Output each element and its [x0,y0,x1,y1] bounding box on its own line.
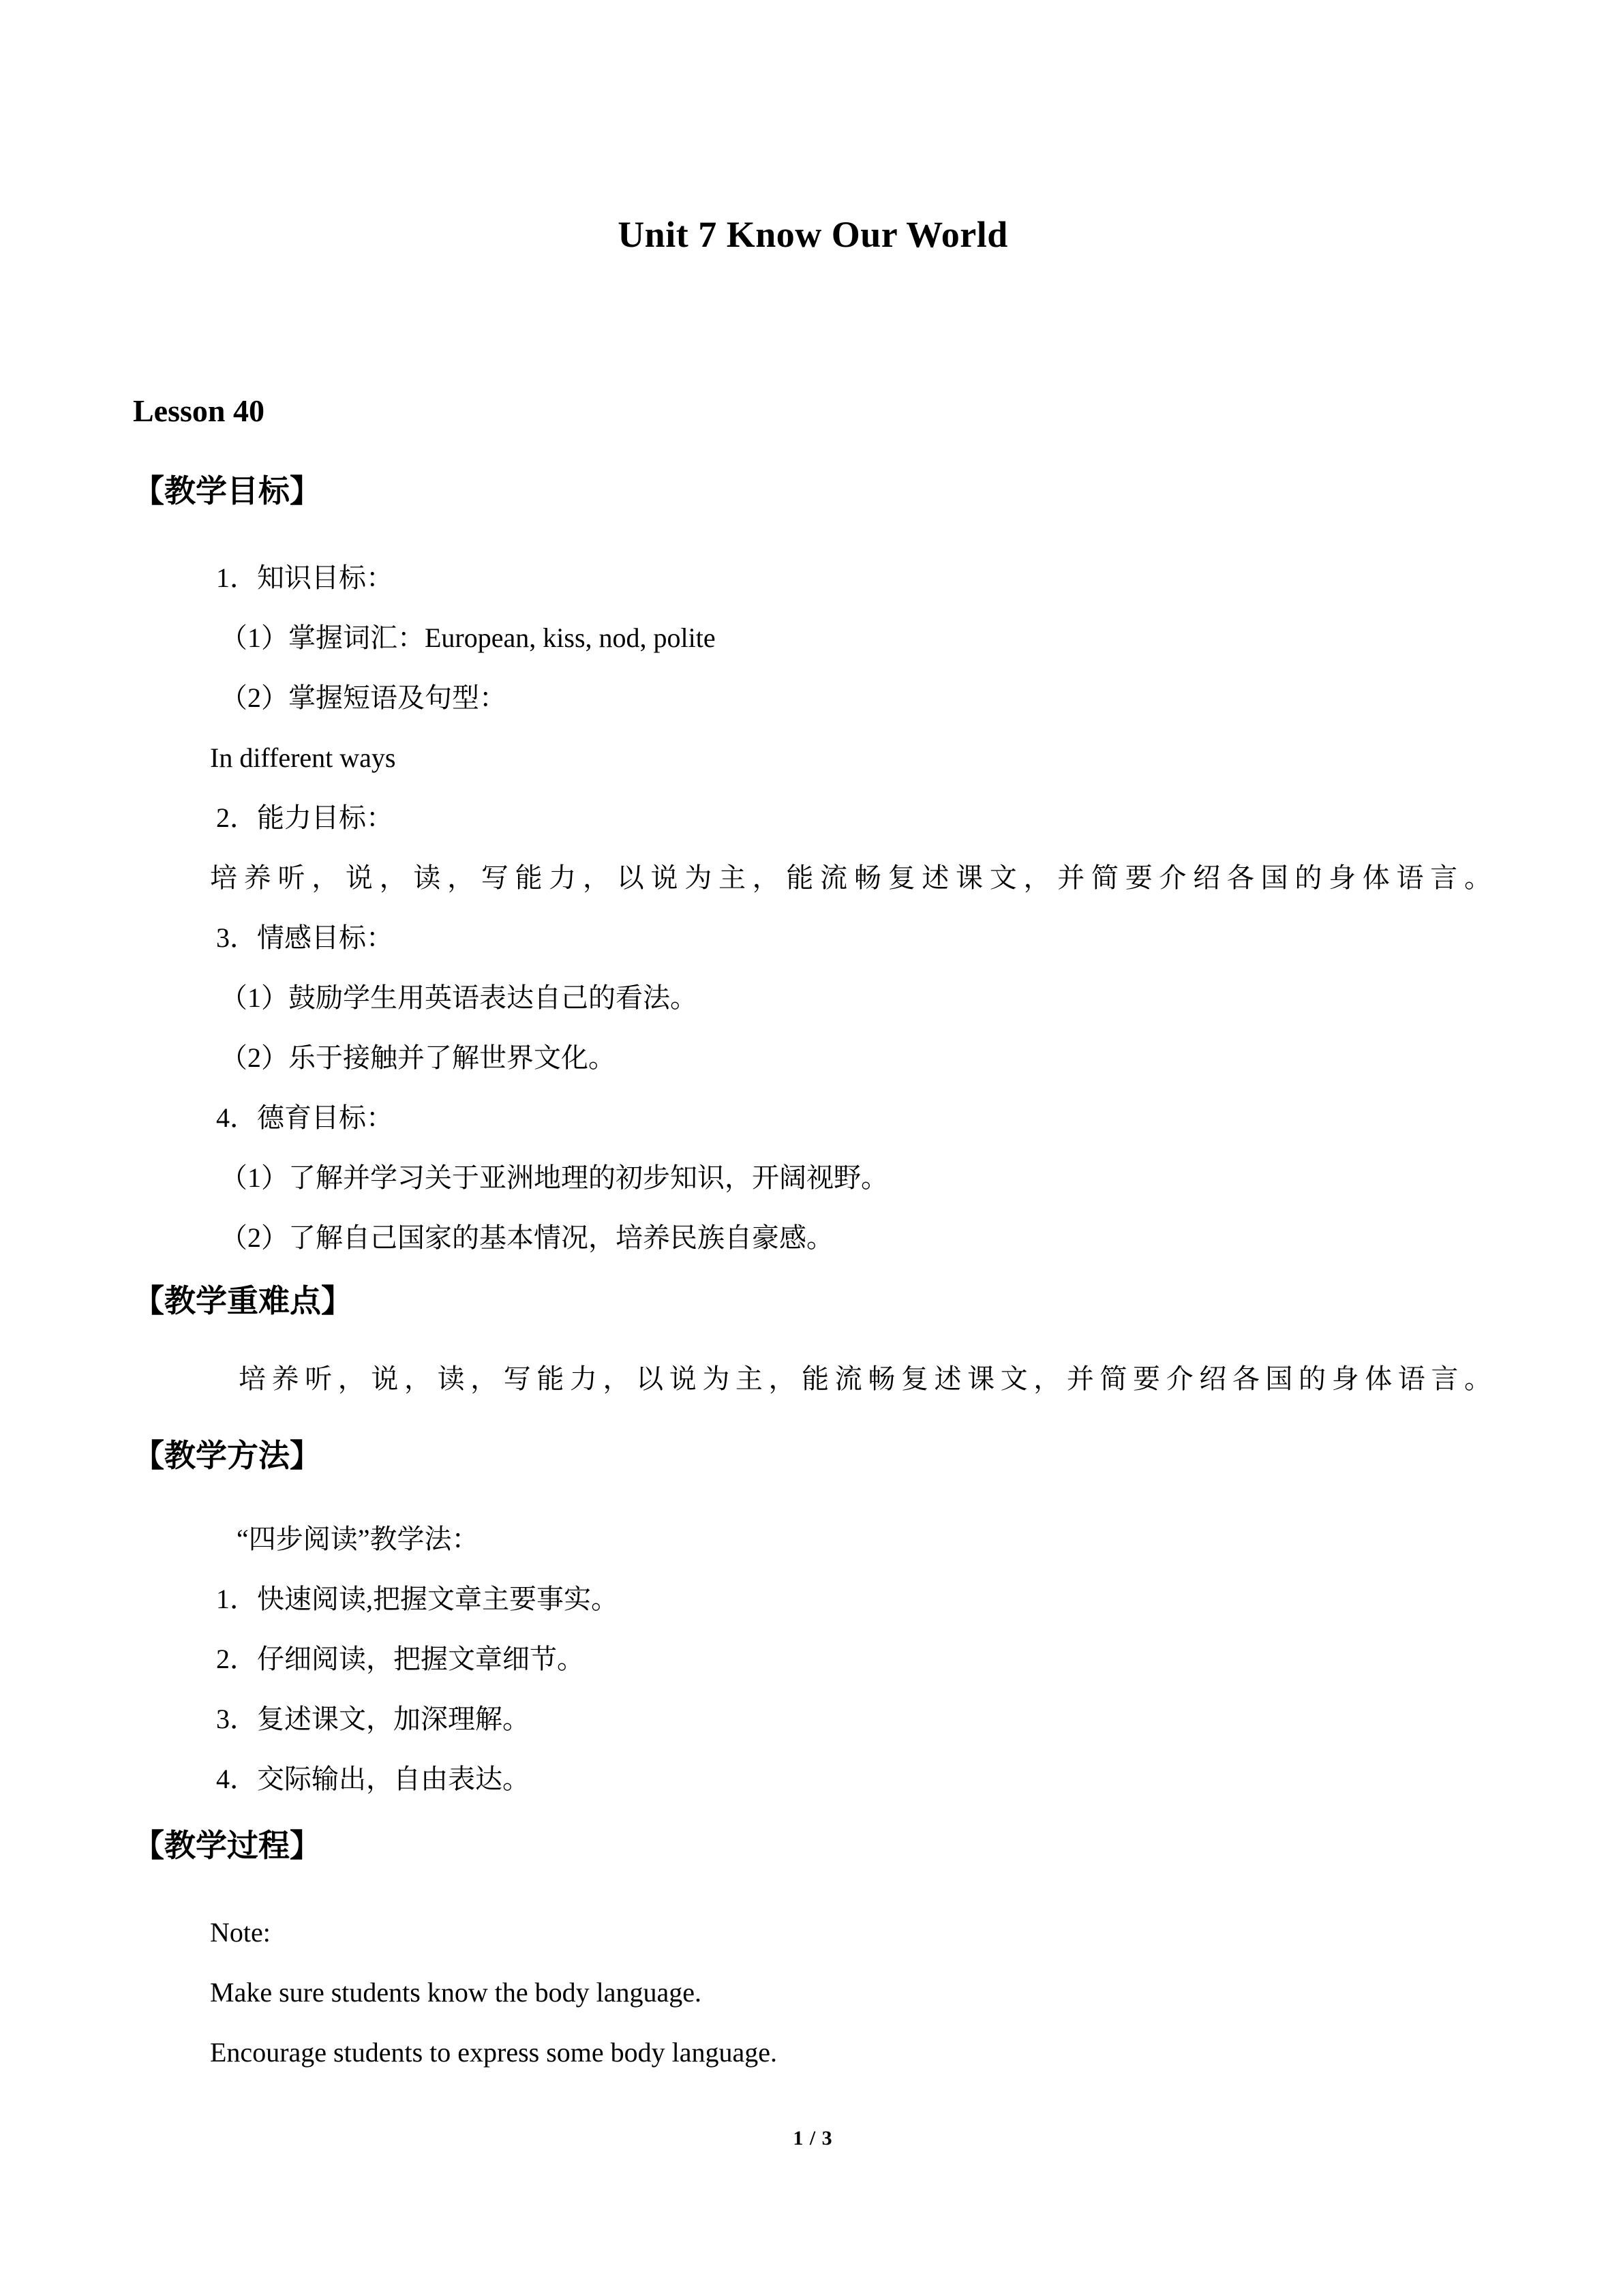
objective-item-ability: 2．能力目标： [216,802,393,833]
objective-moral-2: （2）了解自己国家的基本情况，培养民族自豪感。 [220,1222,834,1253]
page-content [133,0,1493,2296]
objective-item-knowledge: 1．知识目标： [216,562,393,593]
section-heading-methods: 【教学方法】 [133,1438,321,1473]
objective-knowledge-vocab: （1）掌握词汇：European, kiss, nod, polite [220,622,716,653]
objective-emotion-2: （2）乐于接触并了解世界文化。 [220,1042,616,1073]
procedure-note-label: Note: [210,1917,271,1948]
method-step-1: 1．快速阅读,把握文章主要事实。 [216,1584,618,1614]
method-approach-name: “四步阅读”教学法： [237,1524,479,1554]
objective-phrase-example: In different ways [210,742,396,773]
objective-item-moral: 4．德育目标： [216,1102,393,1133]
method-step-4: 4．交际输出，自由表达。 [216,1764,530,1794]
section-heading-key-points: 【教学重难点】 [133,1284,352,1318]
objective-emotion-1: （1）鼓励学生用英语表达自己的看法。 [220,982,697,1013]
procedure-note-line-1: Make sure students know the body language. [210,1977,701,2008]
method-step-3: 3．复述课文，加深理解。 [216,1704,530,1734]
objective-ability-detail: 培养听，说，读，写能力，以说为主，能流畅复述课文，并简要介绍各国的身体语言。 [210,862,1491,893]
section-heading-objectives: 【教学目标】 [133,474,321,509]
page-title: Unit 7 Know Our World [618,214,1008,255]
objective-item-emotion: 3．情感目标： [216,922,393,953]
section-heading-procedure: 【教学过程】 [133,1828,321,1863]
procedure-note-line-2: Encourage students to express some body language. [210,2037,778,2068]
objective-moral-1: （1）了解并学习关于亚洲地理的初步知识，开阔视野。 [220,1162,888,1193]
objective-knowledge-phrases: （2）掌握短语及句型： [220,682,506,713]
lesson-heading: Lesson 40 [133,393,264,428]
page-footer: 1 / 3 [793,2127,833,2149]
key-points-detail: 培养听，说，读，写能力，以说为主，能流畅复述课文，并简要介绍各国的身体语言。 [239,1363,1491,1394]
method-step-2: 2．仔细阅读，把握文章细节。 [216,1644,584,1674]
